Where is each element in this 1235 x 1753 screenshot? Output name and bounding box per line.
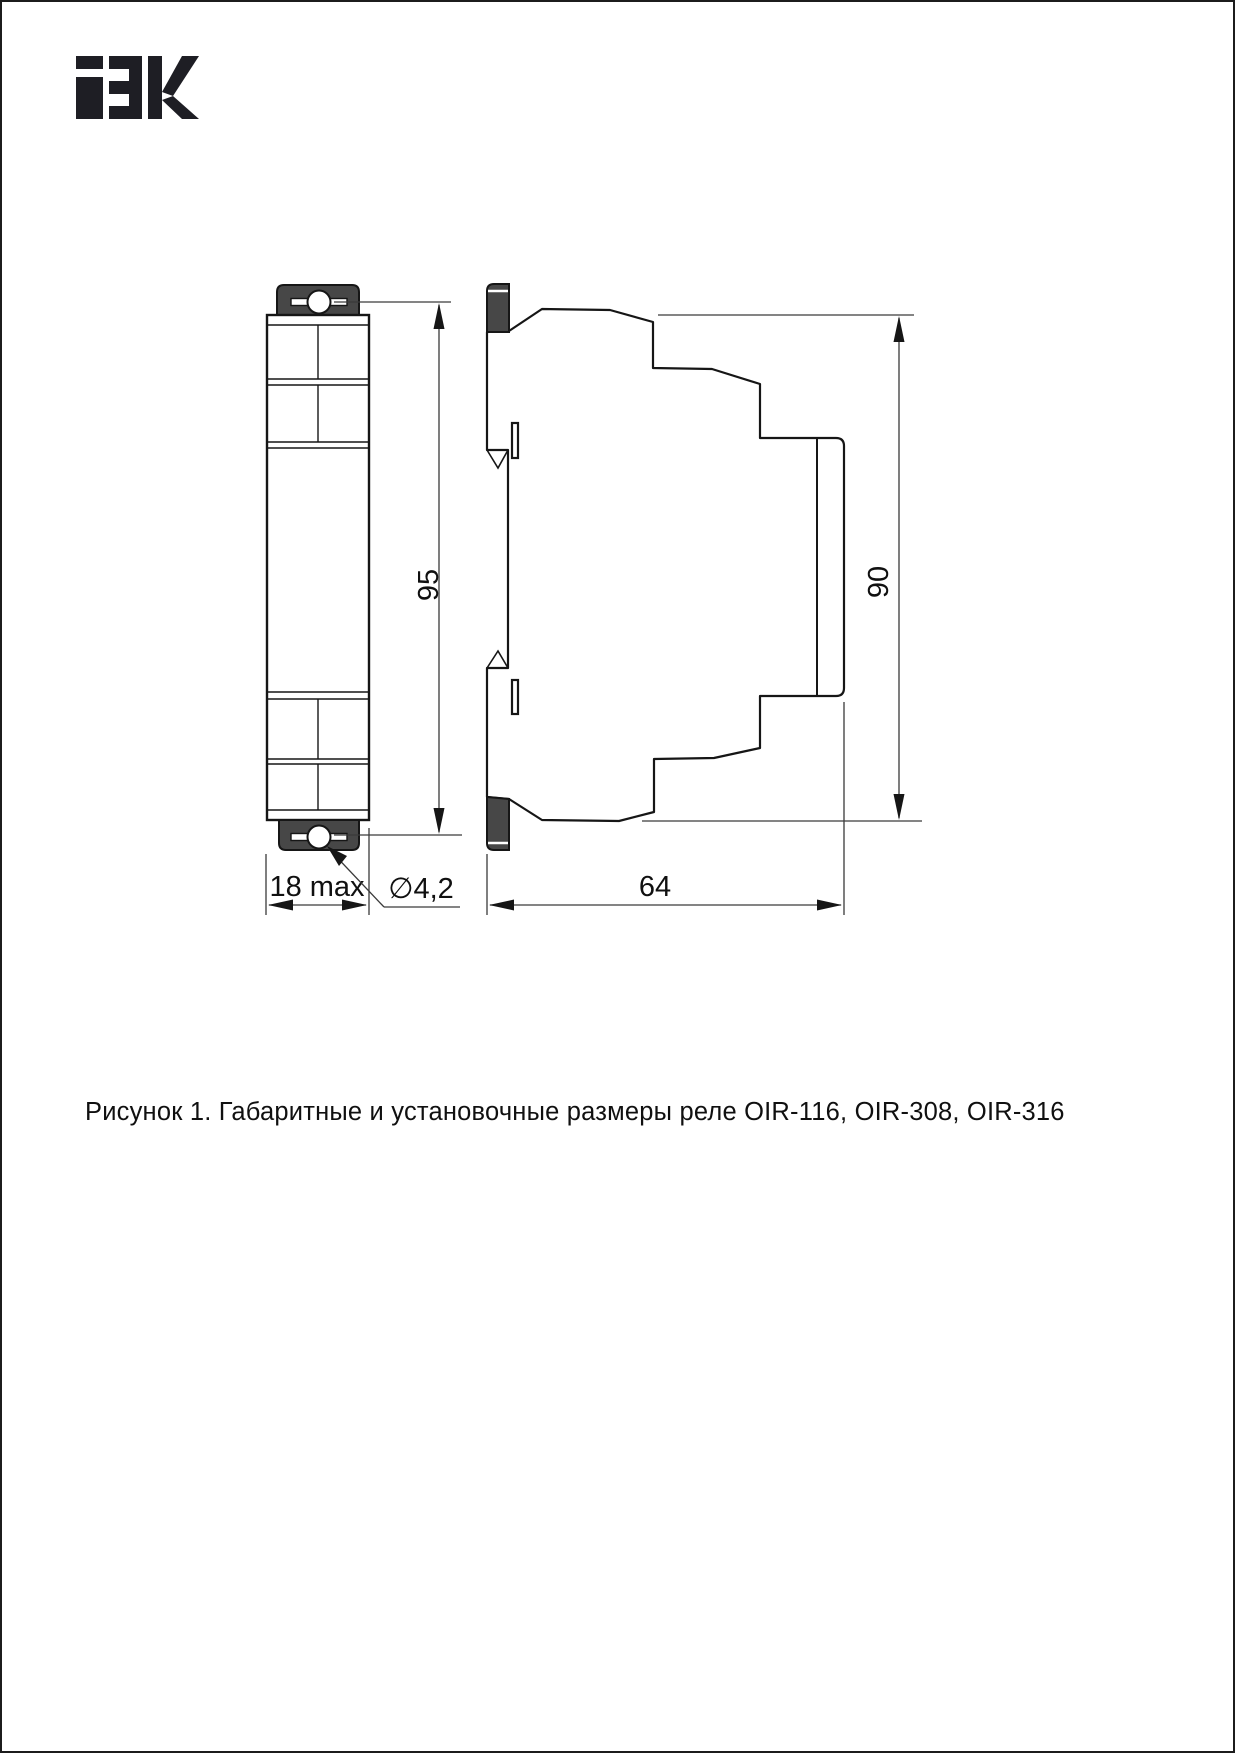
dim-95-arrow-down: [434, 808, 445, 834]
depth-dim-label: 64: [638, 871, 672, 903]
hole-diameter-dim-label: ∅4,2: [388, 873, 454, 905]
front-height-dim-label: 95: [413, 568, 445, 602]
side-height-dim-label: 90: [863, 565, 895, 599]
dim-90-arrow-down: [894, 794, 905, 820]
front-bottom-mounting-hole: [308, 826, 331, 849]
front-view: [267, 285, 369, 850]
dim-64-arrow-left: [489, 900, 514, 911]
dimension-drawing: [2, 2, 1235, 962]
figure-caption: Рисунок 1. Габаритные и установочные размеры реле OIR-116, OIR-308, OIR-316: [85, 1098, 1065, 1126]
side-profile-outline: [487, 309, 844, 821]
width-dim-label: 18 max: [269, 871, 365, 903]
dim-90-arrow-up: [894, 316, 905, 342]
side-slot-top: [512, 423, 518, 458]
front-top-mounting-hole: [308, 291, 331, 314]
dim-95-arrow-up: [434, 303, 445, 329]
dim-64-arrow-right: [817, 900, 842, 911]
side-view: [487, 284, 844, 850]
din-notch-top: [487, 450, 508, 468]
side-slot-bottom: [512, 680, 518, 714]
din-notch-bottom: [487, 651, 508, 668]
